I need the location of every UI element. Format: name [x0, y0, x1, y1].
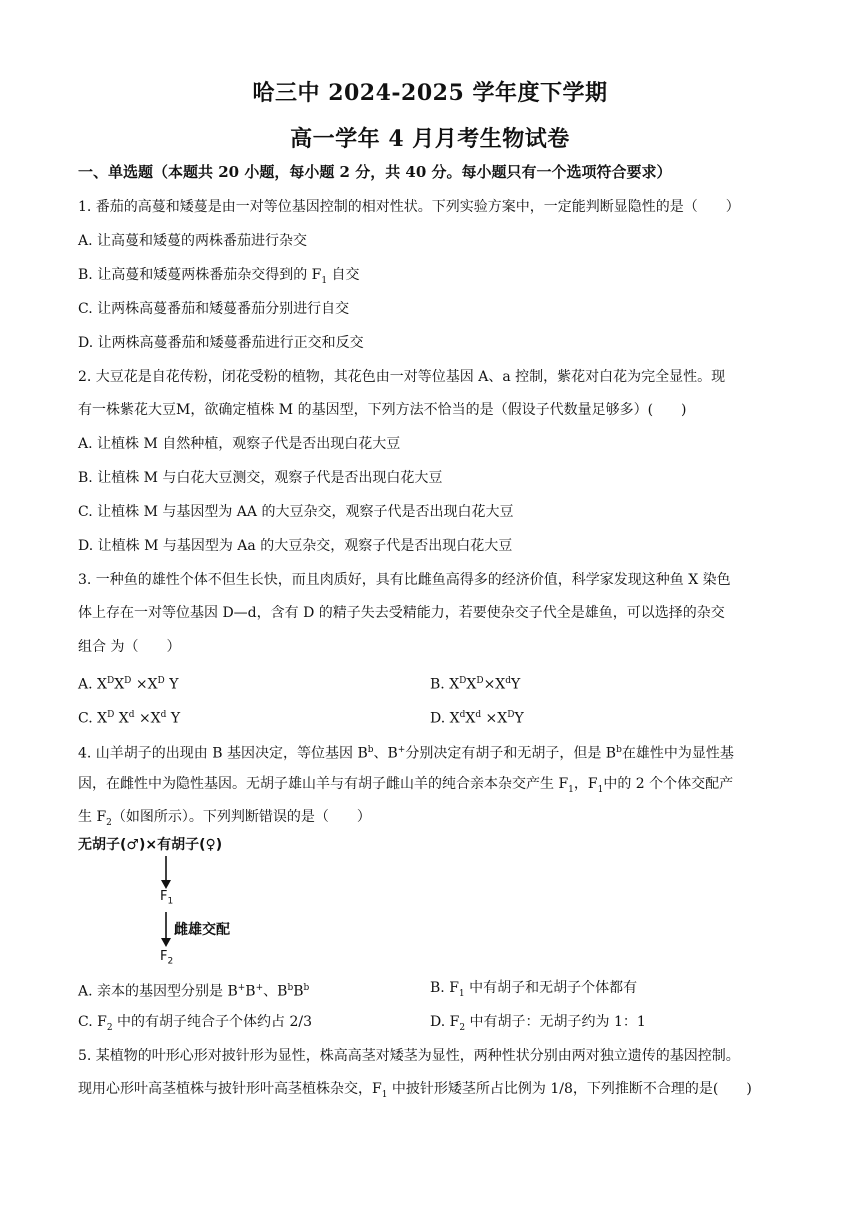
q4-stem-line2: 因，在雌性中为隐性基因。无胡子雄山羊与有胡子雌山羊的纯合亲本杂交产生 $F_1$，$F_1$中的 2 个个体交配产 — [78, 776, 734, 795]
q3-option-a: A. $X^DX^D \times X^D$ Y — [78, 676, 179, 693]
section-heading: 一、单选题（本题共 20 小题，每小题 2 分，共 40 分。每小题只有一个选项符合要求） — [78, 163, 672, 181]
q4-stem-line3: 生 $F_2$（如图所示）。下列判断错误的是（ ） — [78, 809, 371, 828]
q3-option-b: B. $X^DX^D\times X^dY$ — [430, 676, 521, 693]
f2-label: $F_2$ — [160, 949, 174, 967]
q4-stem-line1: 4. 山羊胡子的出现由 B 基因决定，等位基因 $B^b$、B+分别决定有胡子和无胡子，但是 $B^b$在雄性中为显性基 — [78, 745, 734, 762]
mating-label: 雌雄交配 — [174, 922, 230, 938]
q3-stem-line2: 体上存在一对等位基因 D—d，含有 D 的精子失去受精能力，若要使杂交子代全是雄鱼，可以选择的杂交 — [78, 605, 725, 621]
q1-option-c: C. 让两株高蔓番茄和矮蔓番茄分别进行自交 — [78, 301, 350, 317]
exam-title-line1: 哈三中 2024-2025 学年度下学期 — [252, 80, 608, 106]
q1-option-b: B. 让高蔓和矮蔓两株番茄杂交得到的 $F_1$ 自交 — [78, 267, 360, 286]
arrow-down-icon — [160, 912, 172, 948]
q4-option-a: A. 亲本的基因型分别是 B+B+、$B^bB^b$ — [78, 983, 310, 1000]
q3-option-d: D. $X^dX^d \times X^DY$ — [430, 710, 524, 727]
f1-label: $F_1$ — [160, 889, 174, 907]
q4-option-c: C. $F_2$ 中的有胡子纯合子个体约占 2/3 — [78, 1014, 312, 1033]
parent-cross-label: 无胡子(♂)×有胡子(♀) — [78, 837, 223, 853]
q5-stem-line2: 现用心形叶高茎植株与披针形叶高茎植株杂交，$F_1$ 中披针形矮茎所占比例为 1/8，下列推断不合理的是( ) — [78, 1081, 752, 1100]
q2-stem-line1: 2. 大豆花是自花传粉，闭花受粉的植物，其花色由一对等位基因 A、a 控制，紫花对白花为完全显性。现 — [78, 369, 726, 385]
exam-title-line2: 高一学年 4 月月考生物试卷 — [290, 126, 570, 152]
q3-stem-line3: 组合 为（ ） — [78, 639, 181, 655]
q2-stem-line2: 有一株紫花大豆M，欲确定植株 M 的基因型，下列方法不恰当的是（假设子代数量足够多）( ) — [78, 402, 687, 418]
q2-option-a: A. 让植株 M 自然种植，观察子代是否出现白花大豆 — [78, 436, 401, 452]
q3-option-c: C. $X^D$ $X^d \times X^d$ Y — [78, 710, 181, 727]
q3-stem-line1: 3. 一种鱼的雄性个体不但生长快，而且肉质好，具有比雌鱼高得多的经济价值，科学家发现这种鱼 X 染色 — [78, 572, 731, 588]
q2-option-c: C. 让植株 M 与基因型为 AA 的大豆杂交，观察子代是否出现白花大豆 — [78, 504, 514, 520]
arrow-down-icon — [160, 856, 172, 890]
q1-option-d: D. 让两株高蔓番茄和矮蔓番茄进行正交和反交 — [78, 335, 364, 351]
q4-option-d: D. $F_2$ 中有胡子：无胡子约为 1：1 — [430, 1014, 646, 1033]
q5-stem-line1: 5. 某植物的叶形心形对披针形为显性，株高高茎对矮茎为显性，两种性状分别由两对独立遗传的基因控制。 — [78, 1048, 740, 1064]
q2-option-d: D. 让植株 M 与基因型为 Aa 的大豆杂交，观察子代是否出现白花大豆 — [78, 538, 513, 554]
q1-option-a: A. 让高蔓和矮蔓的两株番茄进行杂交 — [78, 233, 308, 249]
q2-option-b: B. 让植株 M 与白花大豆测交，观察子代是否出现白花大豆 — [78, 470, 443, 486]
q4-option-b: B. $F_1$ 中有胡子和无胡子个体都有 — [430, 980, 638, 999]
q1-stem: 1. 番茄的高蔓和矮蔓是由一对等位基因控制的相对性状。下列实验方案中，一定能判断显隐性的是（ ） — [78, 199, 740, 215]
